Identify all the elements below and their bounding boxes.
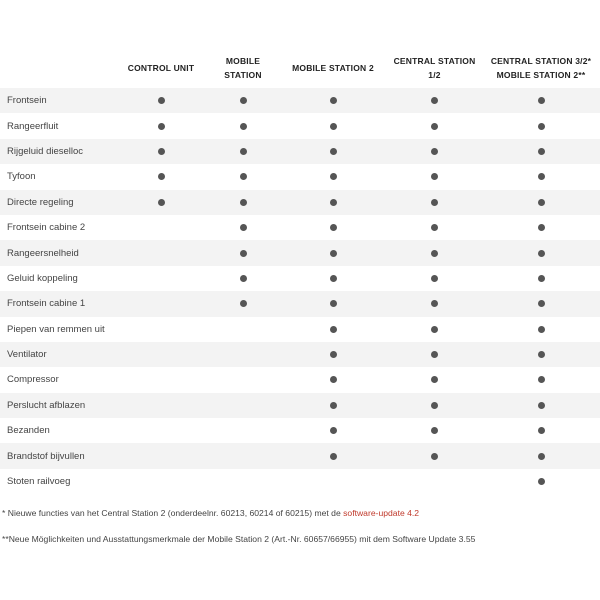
support-cell — [279, 317, 387, 342]
table-body — [0, 88, 600, 494]
footnotes — [0, 507, 600, 545]
supported-dot-icon — [158, 123, 165, 130]
support-cell — [207, 164, 279, 189]
supported-dot-icon — [431, 351, 438, 358]
table-row — [0, 215, 600, 240]
software-update-link[interactable]: software-update 4.2 — [343, 508, 420, 518]
supported-dot-icon — [240, 224, 247, 231]
supported-dot-icon — [538, 453, 545, 460]
support-cell — [279, 342, 387, 367]
supported-dot-icon — [330, 402, 337, 409]
supported-dot-icon — [538, 250, 545, 257]
support-cell — [387, 190, 482, 215]
support-cell — [115, 88, 207, 113]
table-row — [0, 469, 600, 494]
support-cell — [207, 367, 279, 392]
function-comparison-table — [0, 48, 600, 494]
column-header-central-station-1-2 — [387, 48, 482, 88]
supported-dot-icon — [538, 427, 545, 434]
feature-name: Piepen van remmen uit — [7, 323, 105, 335]
supported-dot-icon — [158, 148, 165, 155]
table-row — [0, 342, 600, 367]
support-cell — [482, 393, 600, 418]
supported-dot-icon — [240, 199, 247, 206]
feature-name: Stoten railvoeg — [7, 476, 71, 488]
support-cell — [387, 240, 482, 265]
supported-dot-icon — [431, 326, 438, 333]
support-cell — [115, 317, 207, 342]
support-cell — [207, 240, 279, 265]
support-cell — [115, 113, 207, 138]
supported-dot-icon — [330, 351, 337, 358]
supported-dot-icon — [240, 300, 247, 307]
header-row — [0, 48, 600, 88]
supported-dot-icon — [330, 173, 337, 180]
footnote-text: **Neue Möglichkeiten und Ausstattungsmerkmale der Mobile Station 2 (Art.-Nr. 60657/66955) mit dem Software Update 3.55 — [2, 534, 476, 544]
support-cell — [207, 215, 279, 240]
supported-dot-icon — [330, 275, 337, 282]
support-cell — [482, 317, 600, 342]
support-cell — [387, 88, 482, 113]
support-cell — [115, 240, 207, 265]
support-cell — [115, 367, 207, 392]
support-cell — [482, 240, 600, 265]
supported-dot-icon — [240, 123, 247, 130]
support-cell — [482, 443, 600, 468]
footnote-text: * Nieuwe functies van het Central Station 2 (onderdeelnr. 60213, 60214 of 60215) met de — [2, 508, 344, 518]
column-header-control-unit — [115, 48, 207, 88]
support-cell — [207, 88, 279, 113]
support-cell — [279, 291, 387, 316]
supported-dot-icon — [431, 123, 438, 130]
supported-dot-icon — [330, 376, 337, 383]
support-cell — [387, 139, 482, 164]
supported-dot-icon — [330, 123, 337, 130]
column-header-label: MOBILE STATION — [224, 56, 262, 80]
function-comparison-table-wrapper — [0, 48, 600, 494]
support-cell — [115, 190, 207, 215]
supported-dot-icon — [330, 250, 337, 257]
support-cell — [279, 418, 387, 443]
feature-name: Rangeerfluit — [7, 120, 59, 132]
support-cell — [387, 291, 482, 316]
footnote-central-station — [0, 507, 600, 519]
supported-dot-icon — [330, 453, 337, 460]
table-row — [0, 240, 600, 265]
support-cell — [387, 342, 482, 367]
column-header-central-station-3-2 — [482, 48, 600, 88]
support-cell — [482, 164, 600, 189]
table-row — [0, 291, 600, 316]
supported-dot-icon — [240, 250, 247, 257]
supported-dot-icon — [538, 148, 545, 155]
feature-name: Directe regeling — [7, 196, 74, 208]
support-cell — [482, 291, 600, 316]
supported-dot-icon — [538, 97, 545, 104]
support-cell — [279, 164, 387, 189]
support-cell — [115, 469, 207, 494]
supported-dot-icon — [158, 173, 165, 180]
supported-dot-icon — [538, 199, 545, 206]
supported-dot-icon — [158, 97, 165, 104]
feature-name: Perslucht afblazen — [7, 399, 86, 411]
support-cell — [207, 113, 279, 138]
support-cell — [482, 469, 600, 494]
support-cell — [115, 164, 207, 189]
support-cell — [115, 418, 207, 443]
support-cell — [387, 164, 482, 189]
supported-dot-icon — [330, 427, 337, 434]
supported-dot-icon — [538, 351, 545, 358]
support-cell — [387, 113, 482, 138]
support-cell — [279, 139, 387, 164]
table-row — [0, 418, 600, 443]
support-cell — [115, 139, 207, 164]
support-cell — [387, 367, 482, 392]
supported-dot-icon — [330, 326, 337, 333]
table-row — [0, 164, 600, 189]
column-header-label: CENTRAL STATION 3/2* — [490, 56, 592, 66]
support-cell — [207, 291, 279, 316]
table-row — [0, 266, 600, 291]
support-cell — [207, 418, 279, 443]
support-cell — [207, 469, 279, 494]
feature-name: Frontsein cabine 2 — [7, 222, 86, 234]
feature-name: Compressor — [7, 374, 59, 386]
table-row — [0, 88, 600, 113]
supported-dot-icon — [431, 224, 438, 231]
support-cell — [482, 418, 600, 443]
support-cell — [387, 393, 482, 418]
supported-dot-icon — [538, 478, 545, 485]
support-cell — [482, 88, 600, 113]
table-row — [0, 443, 600, 468]
feature-name: Bezanden — [7, 425, 50, 437]
support-cell — [279, 266, 387, 291]
column-header-label-line-2: MOBILE STATION 2** — [496, 70, 586, 80]
supported-dot-icon — [431, 97, 438, 104]
supported-dot-icon — [240, 275, 247, 282]
supported-dot-icon — [240, 173, 247, 180]
support-cell — [482, 266, 600, 291]
supported-dot-icon — [431, 250, 438, 257]
support-cell — [279, 393, 387, 418]
supported-dot-icon — [538, 173, 545, 180]
feature-name: Frontsein — [7, 95, 47, 107]
feature-name: Tyfoon — [7, 171, 36, 183]
support-cell — [387, 317, 482, 342]
supported-dot-icon — [158, 199, 165, 206]
feature-name: Brandstof bijvullen — [7, 450, 85, 462]
supported-dot-icon — [330, 300, 337, 307]
supported-dot-icon — [431, 376, 438, 383]
support-cell — [482, 215, 600, 240]
supported-dot-icon — [538, 326, 545, 333]
support-cell — [207, 139, 279, 164]
supported-dot-icon — [240, 97, 247, 104]
support-cell — [482, 190, 600, 215]
support-cell — [207, 317, 279, 342]
supported-dot-icon — [431, 453, 438, 460]
table-row — [0, 113, 600, 138]
support-cell — [482, 139, 600, 164]
supported-dot-icon — [431, 300, 438, 307]
column-header-mobile-station — [207, 48, 279, 88]
support-cell — [279, 113, 387, 138]
supported-dot-icon — [431, 275, 438, 282]
supported-dot-icon — [538, 402, 545, 409]
table-row — [0, 139, 600, 164]
supported-dot-icon — [538, 376, 545, 383]
column-header-mobile-station-2 — [279, 48, 387, 88]
table-header — [0, 48, 600, 88]
support-cell — [207, 266, 279, 291]
support-cell — [115, 215, 207, 240]
column-header-label: MOBILE STATION 2 — [292, 63, 374, 73]
support-cell — [279, 469, 387, 494]
supported-dot-icon — [538, 300, 545, 307]
feature-name: Geluid koppeling — [7, 272, 78, 284]
support-cell — [207, 190, 279, 215]
supported-dot-icon — [431, 427, 438, 434]
column-header-label: CENTRAL STATION 1/2 — [393, 56, 476, 80]
table-row — [0, 317, 600, 342]
support-cell — [482, 342, 600, 367]
support-cell — [387, 469, 482, 494]
support-cell — [115, 266, 207, 291]
support-cell — [482, 113, 600, 138]
support-cell — [482, 367, 600, 392]
supported-dot-icon — [330, 97, 337, 104]
support-cell — [279, 240, 387, 265]
table-row — [0, 393, 600, 418]
support-cell — [207, 443, 279, 468]
supported-dot-icon — [330, 199, 337, 206]
header-feature-blank — [0, 48, 115, 88]
support-cell — [279, 367, 387, 392]
supported-dot-icon — [538, 275, 545, 282]
support-cell — [279, 443, 387, 468]
feature-name: Ventilator — [7, 349, 47, 361]
support-cell — [115, 393, 207, 418]
support-cell — [387, 215, 482, 240]
support-cell — [279, 215, 387, 240]
feature-name: Rangeersnelheid — [7, 247, 79, 259]
column-header-label: CONTROL UNIT — [127, 63, 195, 73]
feature-name: Rijgeluid dieselloc — [7, 145, 84, 157]
supported-dot-icon — [240, 148, 247, 155]
table-row — [0, 190, 600, 215]
support-cell — [207, 393, 279, 418]
table-row — [0, 367, 600, 392]
footnote-mobile-station — [0, 533, 600, 545]
supported-dot-icon — [538, 123, 545, 130]
feature-name: Frontsein cabine 1 — [7, 298, 86, 310]
supported-dot-icon — [431, 199, 438, 206]
support-cell — [387, 266, 482, 291]
supported-dot-icon — [330, 148, 337, 155]
supported-dot-icon — [431, 148, 438, 155]
supported-dot-icon — [431, 173, 438, 180]
support-cell — [115, 291, 207, 316]
support-cell — [387, 418, 482, 443]
support-cell — [279, 190, 387, 215]
support-cell — [279, 88, 387, 113]
supported-dot-icon — [538, 224, 545, 231]
support-cell — [115, 342, 207, 367]
support-cell — [207, 342, 279, 367]
support-cell — [387, 443, 482, 468]
supported-dot-icon — [431, 402, 438, 409]
support-cell — [115, 443, 207, 468]
supported-dot-icon — [330, 224, 337, 231]
